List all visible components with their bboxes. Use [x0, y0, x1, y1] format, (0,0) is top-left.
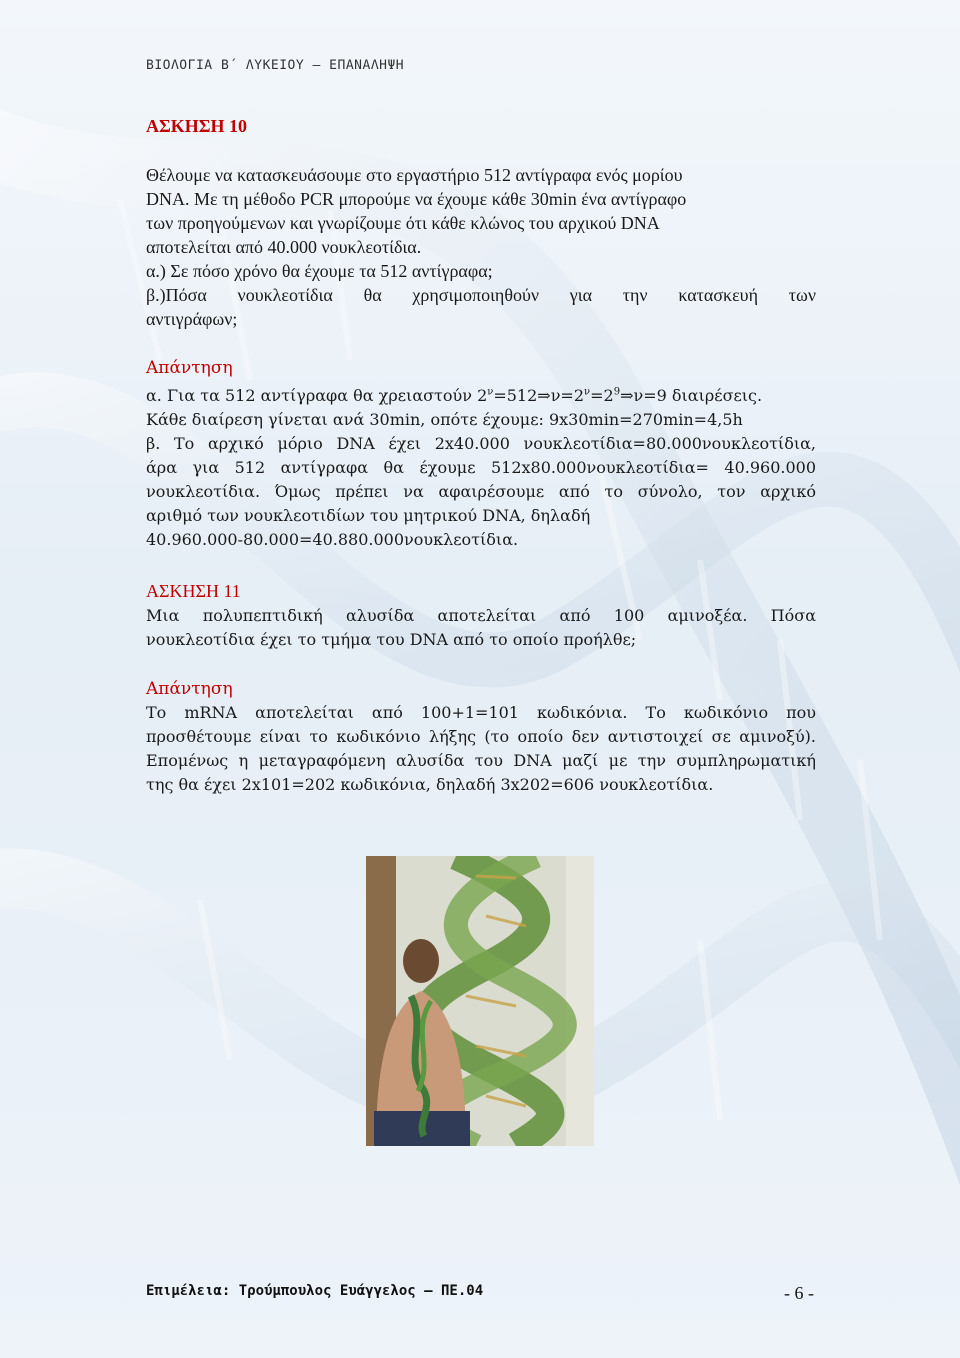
problem-line: Μια πολυπεπτιδική αλυσίδα αποτελείται από 100 αμινοξέα. Πόσα — [146, 606, 816, 625]
exercise-11-solution — [146, 701, 816, 797]
solution-line: Επομένως η μεταγραφόμενη αλυσίδα του DNA μαζί με την συμπληρωματική — [146, 751, 816, 770]
solution-b-line: αριθμό των νουκλεοτιδίων του μητρικού DNA, δηλαδή — [146, 506, 591, 525]
exercise-10-problem — [146, 163, 816, 331]
exercise-10-answer-label: Απάντηση — [146, 358, 233, 378]
solution-line: Το mRNA αποτελείται από 100+1=101 κωδικόνια. Το κωδικόνιο που — [146, 703, 816, 722]
dna-tattoo-photo — [366, 856, 594, 1146]
solution-a-prefix: α. Για τα 512 αντίγραφα θα χρειαστούν 2 — [146, 386, 488, 405]
superscript-v: ν — [487, 386, 494, 398]
exercise-11-answer-label: Απάντηση — [146, 679, 233, 699]
problem-line: αποτελείται από 40.000 νουκλεοτίδια. — [146, 237, 422, 257]
footer-author: Επιμέλεια: Τρούμπουλος Ευάγγελος – ΠΕ.04 — [146, 1283, 484, 1299]
solution-a — [146, 384, 816, 408]
solution-b-line: β. Το αρχικό μόριο DNA έχει 2x40.000 νουκλεοτίδια=80.000νουκλεοτίδια, — [146, 434, 816, 453]
exercise-11-title: ΑΣΚΗΣΗ 11 — [146, 581, 241, 601]
superscript-9: 9 — [613, 386, 621, 398]
superscript-v: ν — [584, 386, 591, 398]
question-a: α.) Σε πόσο χρόνο θα έχουμε τα 512 αντίγραφα; — [146, 261, 493, 281]
problem-line: νουκλεοτίδια έχει το τμήμα του DNA από το οποίο προήλθε; — [146, 630, 637, 649]
solution-b-line: νουκλεοτίδια. Όμως πρέπει να αφαιρέσουμε από το σύνολο, τον αρχικό — [146, 482, 816, 501]
solution-a-mid2: =2 — [590, 386, 614, 405]
running-header: ΒΙΟΛΟΓΙΑ Β΄ ΛΥΚΕΙΟΥ – ΕΠΑΝΑΛΗΨΗ — [146, 58, 405, 73]
solution-a-line2: Κάθε διαίρεση γίνεται ανά 30min, οπότε έχουμε: 9x30min=270min=4,5h — [146, 410, 743, 429]
question-b-continued: αντιγράφων; — [146, 309, 238, 329]
solution-b-line: άρα για 512 αντίγραφα θα έχουμε 512x80.000νουκλεοτίδια= 40.960.000 — [146, 458, 816, 477]
exercise-10-title: ΑΣΚΗΣΗ 10 — [146, 116, 248, 136]
solution-line: προσθέτουμε είναι το κωδικόνιο λήξης (το οποίο δεν αντιστοιχεί σε αμινοξύ). — [146, 727, 816, 746]
exercise-11-problem — [146, 604, 816, 652]
exercise-10-solution — [146, 384, 816, 552]
page-number: - 6 - — [784, 1283, 814, 1303]
solution-a-mid1: =512⇒ν=2 — [493, 386, 585, 405]
problem-line: των προηγούμενων και γνωρίζουμε ότι κάθε κλώνος του αρχικού DNA — [146, 213, 660, 233]
solution-a-suffix: ⇒ν=9 διαιρέσεις. — [620, 386, 763, 405]
solution-line: της θα έχει 2x101=202 κωδικόνια, δηλαδή 3x202=606 νουκλεοτίδια. — [146, 775, 714, 794]
question-b: β.)Πόσα νουκλεοτίδια θα χρησιμοποιηθούν για την κατασκευή των — [146, 285, 816, 305]
problem-line: Θέλουμε να κατασκευάσουμε στο εργαστήριο 512 αντίγραφα ενός μορίου — [146, 165, 683, 185]
problem-line: DNA. Με τη μέθοδο PCR μπορούμε να έχουμε κάθε 30min ένα αντίγραφο — [146, 189, 687, 209]
solution-b-line: 40.960.000-80.000=40.880.000νουκλεοτίδια. — [146, 530, 519, 549]
